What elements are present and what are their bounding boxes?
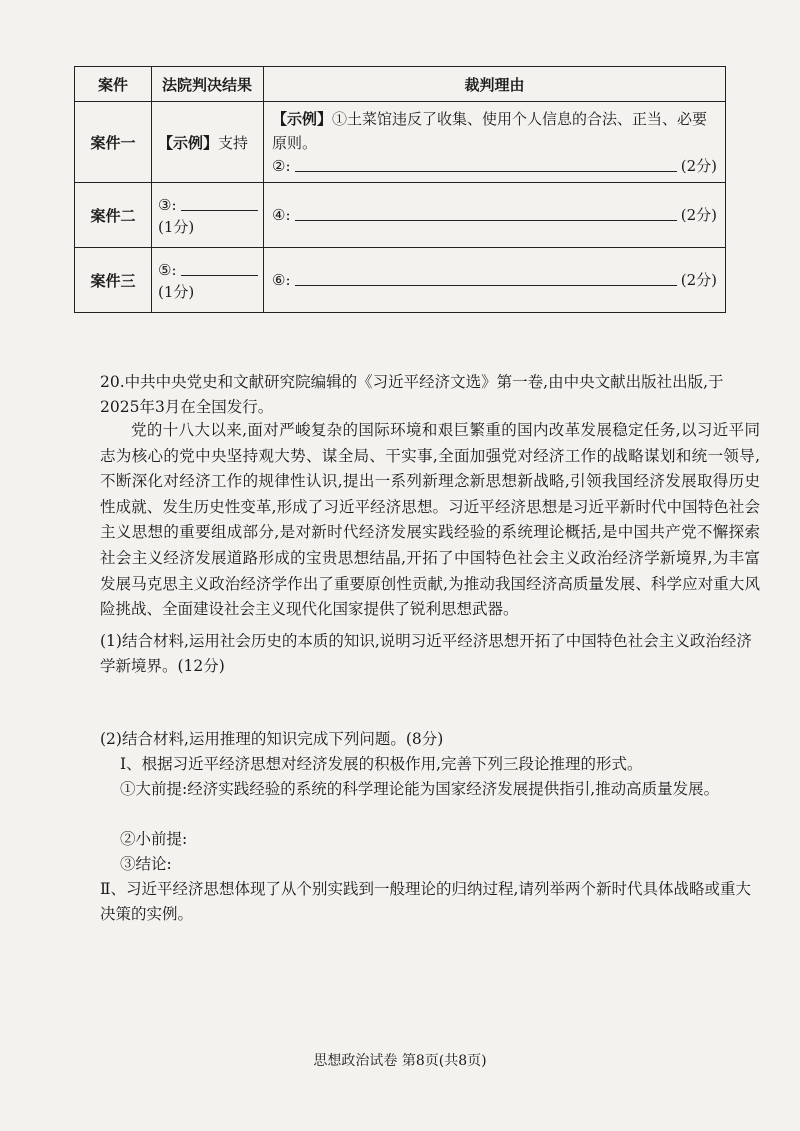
blank-mark: ④:	[272, 206, 291, 224]
question-20-material: 党的十八大以来,面对严峻复杂的国际环境和艰巨繁重的国内改革发展稳定任务,以习近平同志为核心的党中央坚持观大势、谋全局、干实事,全面加强党对经济工作的战略谋划和统一领导,不断深化对经济工作的规律性认识,提出一系列新理念新思想新战略,引领我国经济发展取得历史性成就、发生历史性变革,形成了习近平经济思想。习近平经济思想是习近平新时代中国特色社会主义思想的重要组成部分,是对新时代经济发展实践经验的系统理论概括,是中国共产党不懈探索社会主义经济发展道路形成的宝贵思想结晶,开拓了中国特色社会主义政治经济学新境界,为丰富发展马克思主义政治经济学作出了重要原创性贡献,为推动我国经济高质量发展、科学应对重大风险挑战、全面建设社会主义现代化国家提供了锐利思想武器。	[100, 421, 760, 619]
reason-text: ①土菜馆违反了收集、使用个人信息的合法、正当、必要原则。	[272, 110, 708, 152]
answer-blank[interactable]	[181, 210, 258, 211]
score: (1分)	[158, 217, 195, 236]
header-result: 法院判决结果	[152, 67, 264, 102]
answer-blank[interactable]	[295, 171, 677, 172]
page-footer: 思想政治试卷 第8页(共8页)	[313, 1053, 487, 1069]
question-20-stem: 20.中共中央党史和文献研究院编辑的《习近平经济文选》第一卷,由中央文献出版社出版,于2025年3月在全国发行。	[100, 373, 724, 416]
case-label: 案件一	[75, 102, 152, 183]
case-table	[74, 66, 726, 313]
score: (2分)	[680, 271, 717, 289]
blank-mark: ③:	[158, 195, 177, 214]
question-20-part1: (1)结合材料,运用社会历史的本质的知识,说明习近平经济思想开拓了中国特色社会主义政治经济学新境界。(12分)	[100, 632, 752, 675]
blank-mark: ②:	[272, 157, 291, 175]
blank-mark: ⑥:	[272, 271, 291, 289]
result-cell	[152, 183, 264, 248]
score: (2分)	[680, 157, 717, 175]
answer-blank[interactable]	[181, 275, 258, 276]
case-label: 案件三	[75, 248, 152, 313]
result-cell	[152, 102, 264, 183]
result-text: 支持	[218, 133, 249, 152]
table-header-row	[75, 67, 726, 102]
reason-cell	[264, 102, 726, 183]
part2-item-ii: Ⅱ、习近平经济思想体现了从个别实践到一般理论的归纳过程,请列举两个新时代具体战略或重大决策的实例。	[100, 880, 751, 923]
conclusion: ③结论:	[120, 855, 172, 873]
table-row	[75, 183, 726, 248]
score: (1分)	[158, 282, 195, 301]
table-row	[75, 102, 726, 183]
header-case: 案件	[75, 67, 152, 102]
question-20-part2: (2)结合材料,运用推理的知识完成下列问题。(8分)	[100, 730, 444, 748]
example-tag: 【示例】	[158, 133, 219, 152]
reason-cell	[264, 183, 726, 248]
reason-cell	[264, 248, 726, 313]
blank-mark: ⑤:	[158, 260, 177, 279]
major-premise: ①大前提:经济实践经验的系统的科学理论能为国家经济发展提供指引,推动高质量发展。	[120, 780, 720, 798]
score: (2分)	[680, 206, 717, 224]
case-label: 案件二	[75, 183, 152, 248]
result-cell	[152, 248, 264, 313]
table-row	[75, 248, 726, 313]
minor-premise: ②小前提:	[120, 830, 188, 848]
example-tag: 【示例】	[272, 110, 333, 128]
answer-blank[interactable]	[295, 220, 677, 221]
answer-blank[interactable]	[295, 285, 677, 286]
header-reason: 裁判理由	[264, 67, 726, 102]
part2-item-i: Ⅰ、根据习近平经济思想对经济发展的积极作用,完善下列三段论推理的形式。	[120, 755, 643, 773]
